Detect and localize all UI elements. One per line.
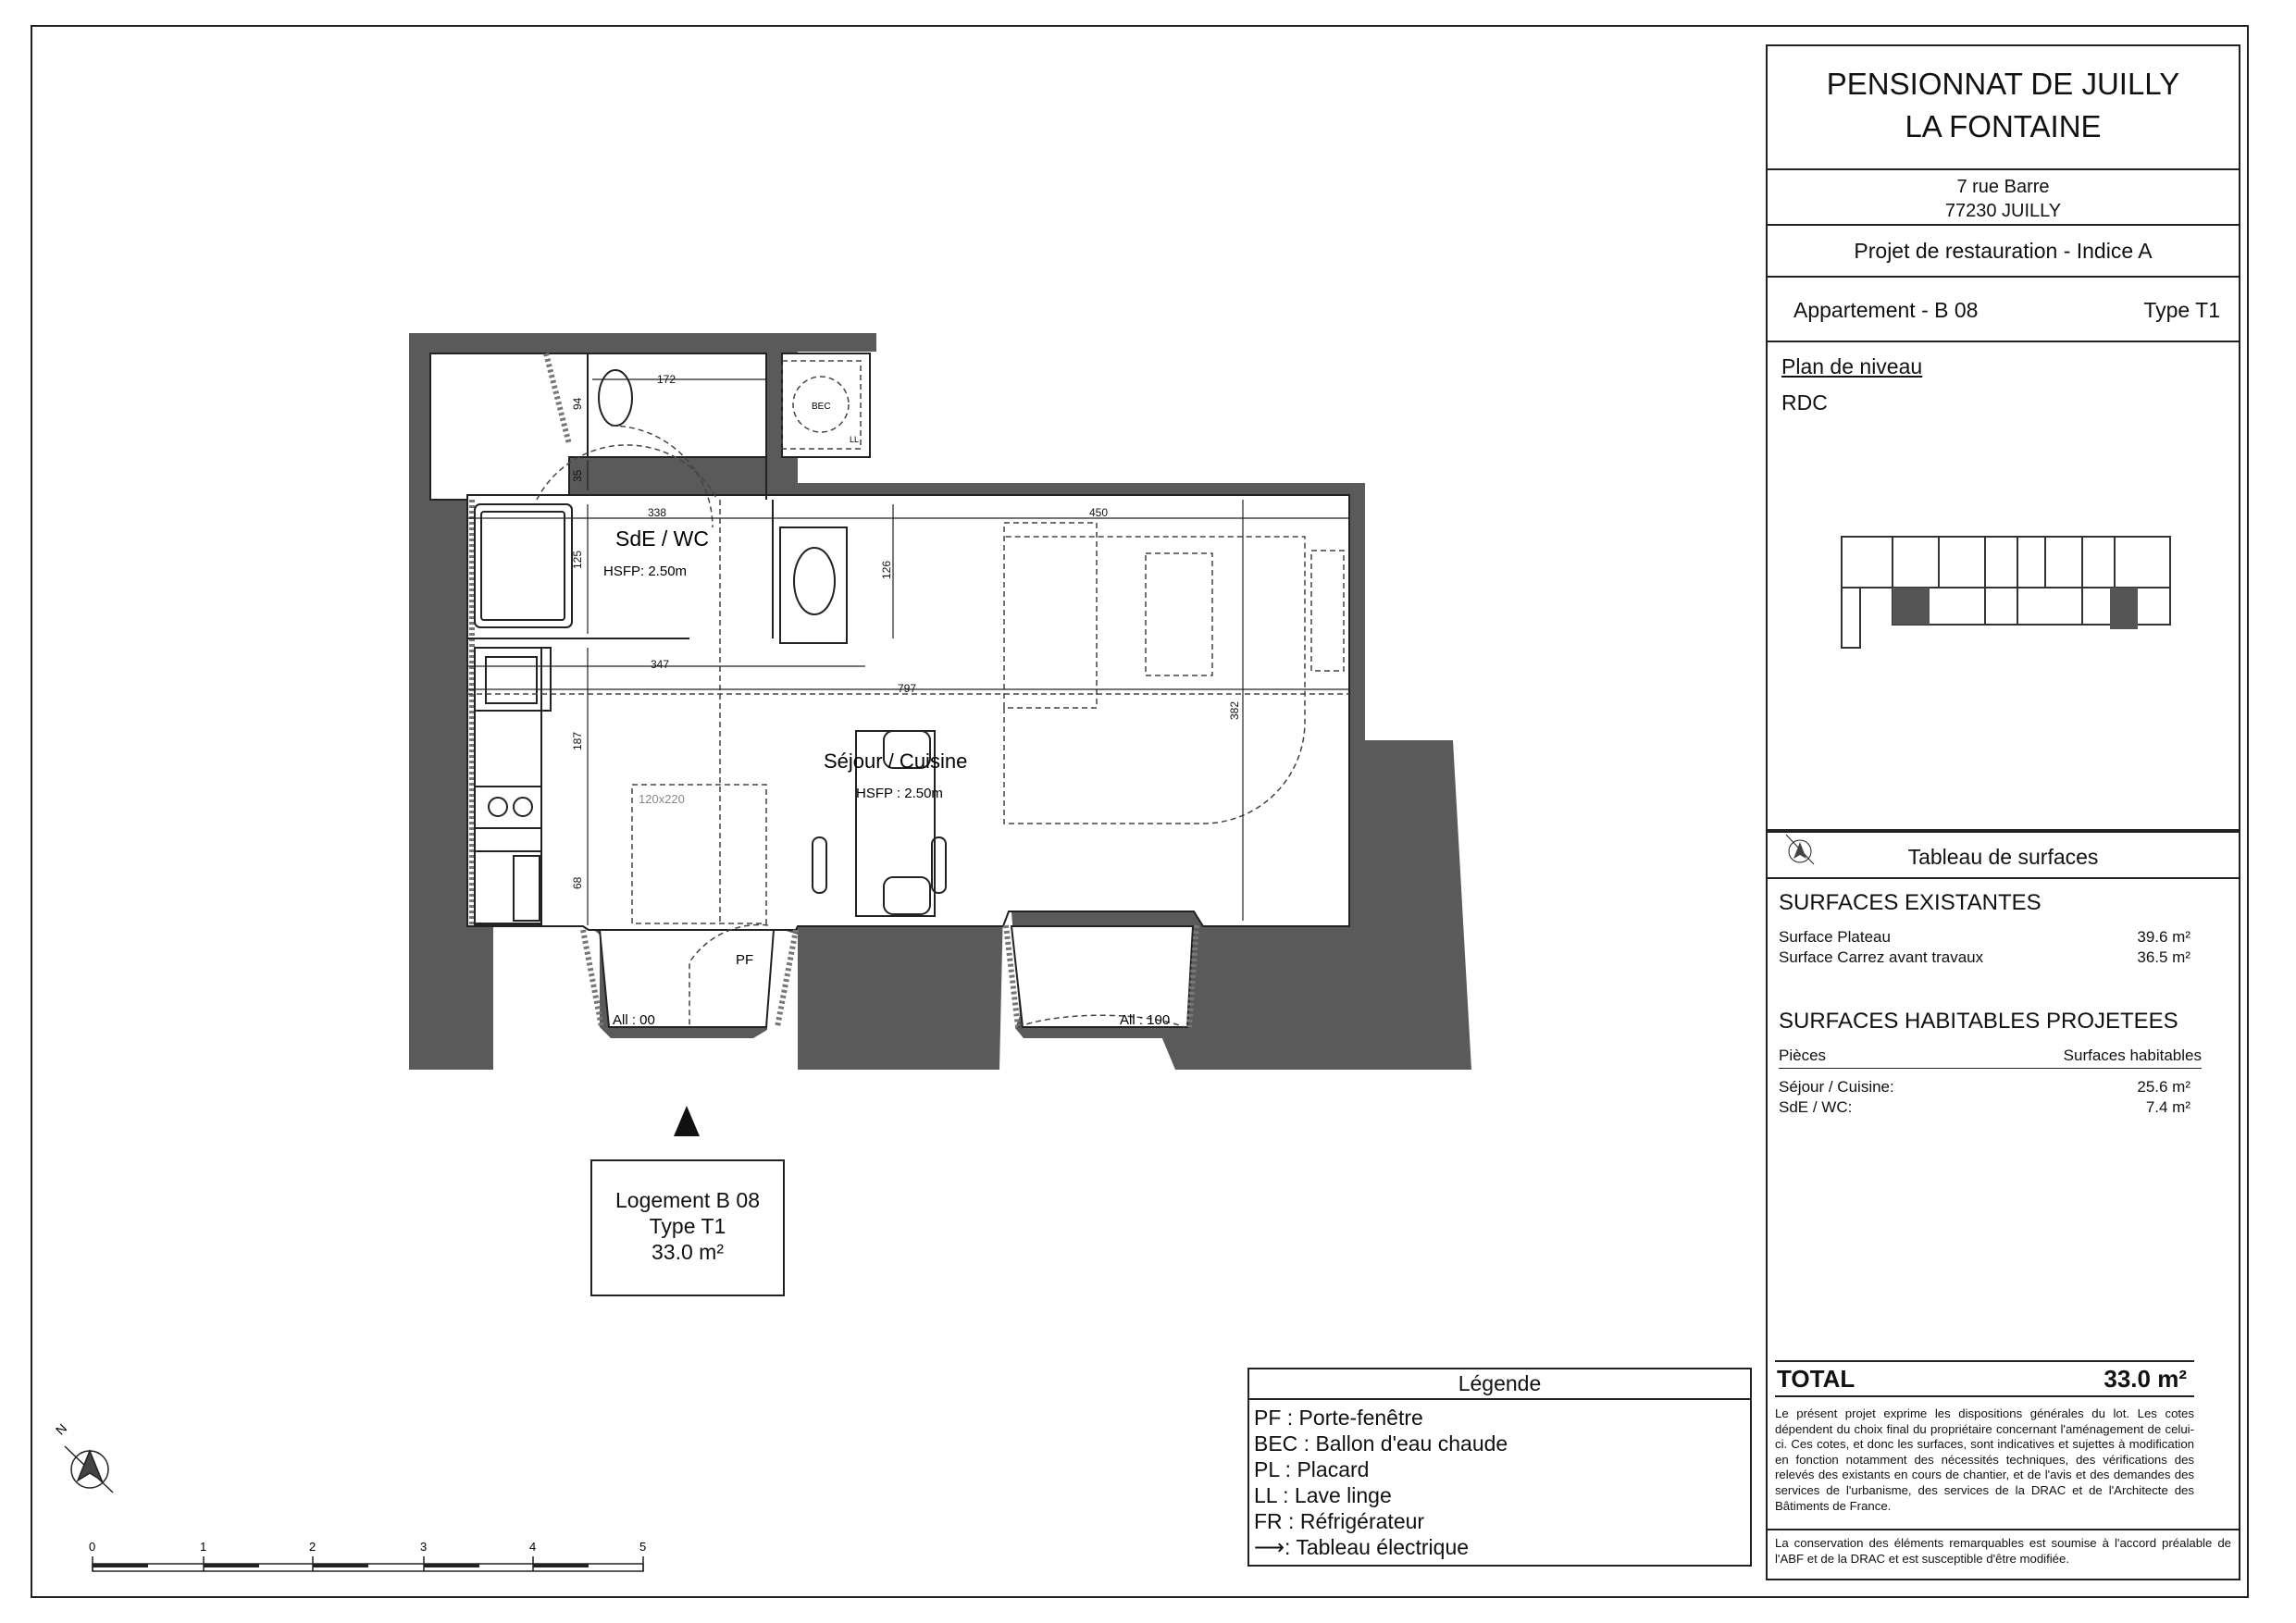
projected-row-2 — [1779, 1096, 2191, 1120]
north-arrow-icon — [65, 1446, 113, 1493]
legend-item-ll: LL : Lave linge — [1254, 1483, 1392, 1507]
project-title — [1768, 46, 2239, 170]
scale-tick-5: 5 — [639, 1540, 647, 1554]
projected-label-1: Séjour / Cuisine: — [1779, 1078, 1894, 1096]
scale-bar — [93, 1556, 643, 1571]
legend-item-pf: PF : Porte-fenêtre — [1254, 1406, 1423, 1430]
dim-126: 126 — [880, 560, 893, 579]
dim-450: 450 — [1089, 506, 1109, 519]
key-plan — [1837, 527, 2175, 652]
dim-68: 68 — [571, 876, 584, 889]
surfaces-table-title: Tableau de surfaces — [1768, 831, 2239, 879]
dim-94: 94 — [571, 397, 584, 410]
legal-text-1: Le présent projet exprime les dispositions générales du lot. Les cotes dépendent du choix final du propriétaire concernant l'aménagement de celui-ci. Ces cotes, et donc les surfaces, sont indicatives et sujettes à modification en fonction notamment des nécessités techniques, des vérifications des relevés des existants en cours de chantier, et de l'avis et des demandes des services de l'urbanisme, des services de la DRAC et de l'Architecte des Bâtiments de France. — [1775, 1406, 2194, 1513]
project-phase: Projet de restauration - Indice A — [1768, 226, 2239, 278]
room-sejour-name: Séjour / Cuisine — [824, 750, 968, 773]
projected-header — [1779, 1044, 2202, 1069]
existing-value-2: 36.5 m² — [2137, 948, 2191, 966]
dim-338: 338 — [648, 506, 667, 519]
ll-label: LL — [850, 435, 860, 444]
address-line1: 7 rue Barre — [1956, 177, 2050, 197]
title-block — [1766, 44, 2240, 1580]
existing-title: SURFACES EXISTANTES — [1779, 890, 2042, 915]
project-address — [1768, 170, 2239, 226]
address-line2: 77230 JUILLY — [1944, 201, 2062, 221]
pf-label: PF — [736, 952, 754, 968]
dim-35: 35 — [571, 469, 584, 482]
col-surfaces: Surfaces habitables — [2063, 1047, 2202, 1064]
total-value: 33.0 m² — [2104, 1365, 2187, 1393]
logement-box — [590, 1159, 785, 1296]
room-sde-name: SdE / WC — [615, 527, 709, 551]
total-row — [1775, 1360, 2194, 1397]
bed-size-label: 120x220 — [639, 792, 685, 806]
legal-text-2: La conservation des éléments remarquables est soumise à l'accord préalable de l'ABF et de la DRAC et est susceptible d'être modifiée. — [1768, 1529, 2239, 1567]
north-label: N — [52, 1420, 70, 1438]
projected-label-2: SdE / WC: — [1779, 1098, 1853, 1116]
interior — [430, 353, 1349, 1027]
dim-187: 187 — [571, 731, 584, 750]
dim-125: 125 — [571, 550, 584, 569]
logement-type: Type T1 — [649, 1214, 726, 1238]
total-label: TOTAL — [1777, 1365, 1855, 1393]
apartment-row — [1768, 278, 2239, 342]
logement-name: Logement B 08 — [614, 1188, 760, 1212]
projected-value-1: 25.6 m² — [2137, 1078, 2191, 1096]
legend-item-bec: BEC : Ballon d'eau chaude — [1254, 1431, 1508, 1456]
project-title-line2: LA FONTAINE — [1905, 109, 2102, 143]
legend-box — [1247, 1368, 1752, 1567]
bec-label: BEC — [812, 402, 831, 412]
existing-value-1: 39.6 m² — [2137, 928, 2191, 946]
existing-label-1: Surface Plateau — [1779, 928, 1891, 946]
room-sde-hsfp: HSFP: 2.50m — [603, 564, 688, 579]
legend-title: Légende — [1249, 1369, 1750, 1400]
scale-tick-4: 4 — [529, 1540, 537, 1554]
scale-tick-1: 1 — [200, 1540, 207, 1554]
projected-title: SURFACES HABITABLES PROJETEES — [1779, 1009, 2178, 1034]
col-rooms: Pièces — [1779, 1047, 1827, 1064]
legend-item-fr: FR : Réfrigérateur — [1254, 1509, 1425, 1533]
dim-382: 382 — [1228, 700, 1241, 720]
existing-row-2 — [1779, 946, 2191, 970]
legend-item-tableau: ⟶: Tableau électrique — [1254, 1535, 1470, 1559]
scale-tick-2: 2 — [309, 1540, 316, 1554]
all-00-label: All : 00 — [613, 1012, 655, 1028]
plan-label: Plan de niveau — [1781, 354, 1923, 378]
scale-tick-0: 0 — [89, 1540, 96, 1554]
room-sejour-hsfp: HSFP : 2.50m — [856, 786, 943, 801]
apartment-label: Appartement - B 08 — [1793, 298, 1979, 322]
plan-level: RDC — [1781, 390, 1828, 415]
all-100-label: All : 100 — [1120, 1012, 1171, 1028]
dim-797: 797 — [898, 682, 917, 695]
projected-value-2: 7.4 m² — [2145, 1098, 2191, 1116]
project-title-line1: PENSIONNAT DE JUILLY — [1826, 67, 2180, 101]
apartment-type: Type T1 — [2143, 298, 2220, 322]
dim-347: 347 — [651, 658, 670, 671]
existing-label-2: Surface Carrez avant travaux — [1779, 948, 1984, 966]
scale-tick-3: 3 — [420, 1540, 428, 1554]
logement-area: 33.0 m² — [652, 1240, 724, 1264]
dim-172: 172 — [657, 373, 676, 386]
legend-item-pl: PL : Placard — [1254, 1457, 1370, 1481]
electric-panel-icon: ⟶ — [1254, 1535, 1285, 1559]
entry-arrow-icon — [674, 1106, 700, 1136]
